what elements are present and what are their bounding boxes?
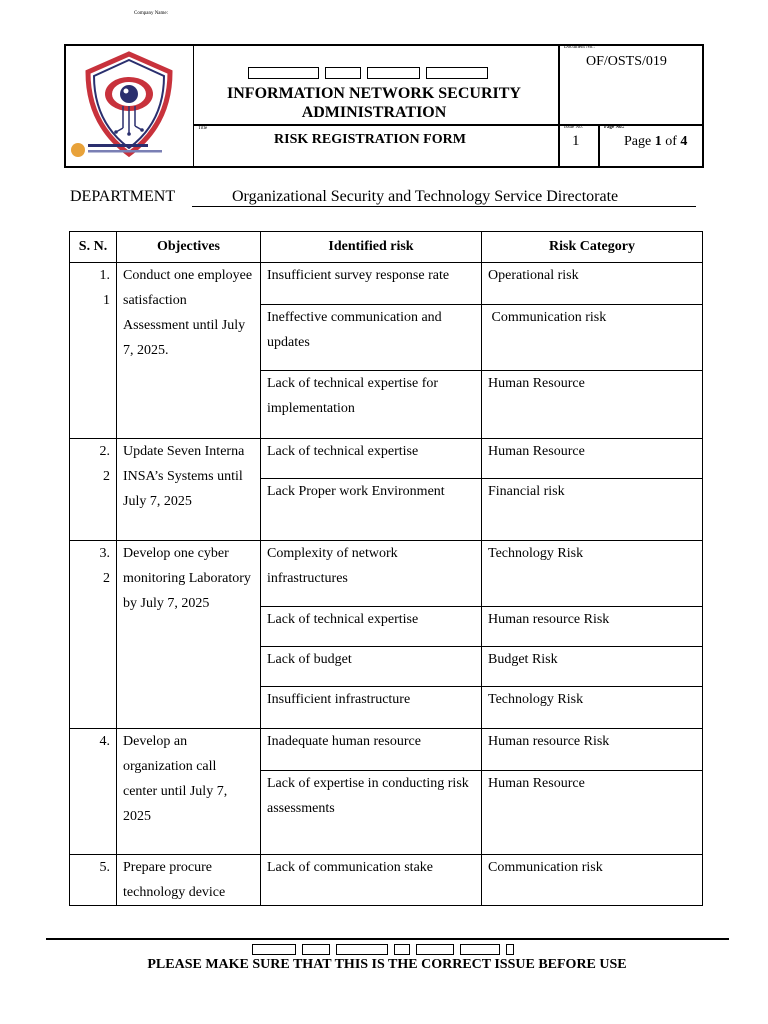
department-label: DEPARTMENT	[70, 188, 176, 205]
table-row	[70, 855, 703, 906]
risk-category-cell: Human Resource	[482, 371, 703, 439]
issue-number: 1	[572, 133, 580, 149]
page-number: Page 1 of 4	[624, 134, 688, 149]
risk-category-cell: Human Resource	[482, 771, 703, 855]
header-divider	[193, 124, 702, 126]
footer-divider	[46, 938, 729, 940]
column-header-risk-category: Risk Category	[482, 232, 703, 263]
table-row	[70, 729, 703, 771]
identified-risk-cell: Complexity of network infrastructures	[261, 541, 482, 607]
risk-category-cell: Financial risk	[482, 479, 703, 541]
insa-logo-icon	[66, 46, 192, 164]
identified-risk-cell: Lack of technical expertise	[261, 607, 482, 647]
column-header-identified-risk: Identified risk	[261, 232, 482, 263]
risk-category-cell: Human resource Risk	[482, 729, 703, 771]
department-underline	[192, 206, 696, 207]
risk-category-cell: Technology Risk	[482, 687, 703, 729]
document-number-label: Document No.:	[564, 45, 595, 50]
column-header-sn: S. N.	[70, 232, 117, 263]
objective-cell: Update Seven Interna INSA’s Systems until July 7, 2025	[117, 439, 261, 541]
form-title: RISK REGISTRATION FORM	[274, 132, 466, 147]
department-value: Organizational Security and Technology Service Directorate	[232, 188, 619, 205]
risk-category-cell: Communication risk	[482, 305, 703, 371]
header-divider	[598, 124, 600, 166]
risk-category-cell: Human resource Risk	[482, 607, 703, 647]
column-header-objectives: Objectives	[117, 232, 261, 263]
company-name-label: Company Name:	[134, 11, 169, 16]
table-row	[70, 263, 703, 305]
page-number-label: Page No.:	[604, 125, 625, 130]
logo-cell	[66, 46, 194, 166]
identified-risk-cell: Insufficient survey response rate	[261, 263, 482, 305]
serial-number-cell: 2. 2	[70, 439, 117, 541]
objective-cell: Conduct one employee satisfaction Assessment until July 7, 2025.	[117, 263, 261, 439]
risk-category-cell: Technology Risk	[482, 541, 703, 607]
header-divider	[558, 46, 560, 166]
issue-number-label: Issue No.	[564, 125, 583, 130]
document-number: OF/OSTS/019	[586, 54, 667, 69]
identified-risk-cell: Lack of communication stake	[261, 855, 482, 906]
identified-risk-cell: Lack of expertise in conducting risk assessments	[261, 771, 482, 855]
serial-number-cell: 5.	[70, 855, 117, 906]
identified-risk-cell: Lack of technical expertise	[261, 439, 482, 479]
table-row	[70, 439, 703, 479]
objective-cell: Develop an organization call center until July 7, 2025	[117, 729, 261, 855]
identified-risk-cell: Lack of technical expertise for implementation	[261, 371, 482, 439]
organization-name: INFORMATION NETWORK SECURITY ADMINISTRATION	[227, 85, 521, 121]
objective-cell: Prepare procure technology device	[117, 855, 261, 906]
serial-number-cell: 3. 2	[70, 541, 117, 729]
identified-risk-cell: Lack Proper work Environment	[261, 479, 482, 541]
risk-category-cell: Budget Risk	[482, 647, 703, 687]
risk-register-table	[69, 231, 703, 906]
footer-amharic-notice	[252, 942, 514, 956]
table-row	[70, 541, 703, 607]
footer-notice: PLEASE MAKE SURE THAT THIS IS THE CORRECT ISSUE BEFORE USE	[147, 957, 627, 972]
serial-number-cell: 1. 1	[70, 263, 117, 439]
identified-risk-cell: Lack of budget	[261, 647, 482, 687]
risk-category-cell: Operational risk	[482, 263, 703, 305]
amharic-organization-name	[248, 66, 488, 80]
identified-risk-cell: Ineffective communication and updates	[261, 305, 482, 371]
serial-number-cell: 4.	[70, 729, 117, 855]
risk-category-cell: Human Resource	[482, 439, 703, 479]
title-label: Title	[198, 126, 208, 131]
objective-cell: Develop one cyber monitoring Laboratory by July 7, 2025	[117, 541, 261, 729]
table-header-row	[70, 232, 703, 263]
identified-risk-cell: Inadequate human resource	[261, 729, 482, 771]
risk-category-cell: Communication risk	[482, 855, 703, 906]
identified-risk-cell: Insufficient infrastructure	[261, 687, 482, 729]
